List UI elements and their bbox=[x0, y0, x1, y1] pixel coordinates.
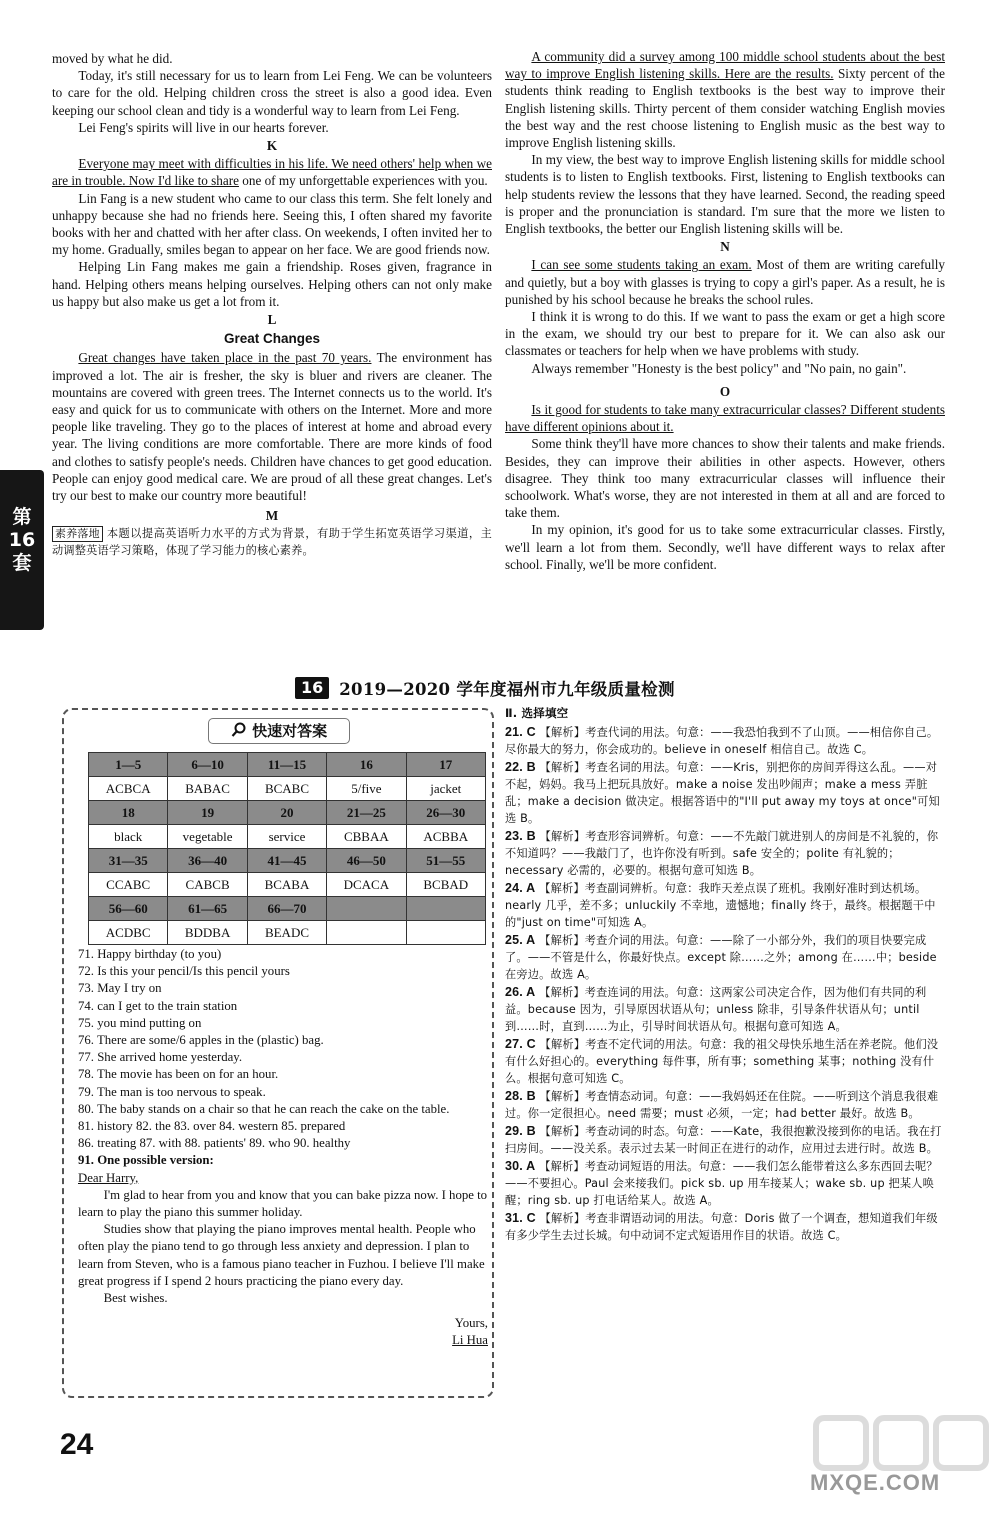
test-title: 2019—2020 学年度福州市九年级质量检测 bbox=[339, 680, 675, 699]
table-cell: 61—65 bbox=[168, 897, 247, 921]
answer-line: 78. The movie has been on for an hour. bbox=[78, 1067, 279, 1082]
table-cell: 21—25 bbox=[327, 801, 406, 825]
table-cell: 5/five bbox=[327, 777, 406, 801]
letter-signoff: Yours, bbox=[454, 1316, 488, 1331]
table-cell: 31—35 bbox=[89, 849, 168, 873]
answer-line: 73. May I try on bbox=[78, 981, 162, 996]
paragraph bbox=[505, 401, 945, 435]
answer-line: 79. The man is too nervous to speak. bbox=[78, 1084, 266, 1099]
explanation-item bbox=[505, 1036, 947, 1087]
question-answer: 27. C bbox=[505, 1037, 536, 1051]
table-cell: BCBAD bbox=[406, 873, 485, 897]
table-cell: ACBCA bbox=[89, 777, 168, 801]
test-number-badge: 16 bbox=[295, 677, 329, 699]
table-row bbox=[89, 825, 486, 849]
table-cell: CBBAA bbox=[327, 825, 406, 849]
paragraph: Today, it's still necessary for us to learn from Lei Feng. We can be volunteers to care for the old. Helping children cross the street is also a good idea. Even keeping our school clean and tidy is a wonderful way to learn from Lei Feng. bbox=[52, 68, 492, 118]
table-header-row bbox=[89, 753, 486, 777]
paragraph bbox=[52, 155, 492, 189]
paragraph bbox=[52, 349, 492, 504]
table-cell: ACBBA bbox=[406, 825, 485, 849]
watermark-text: MXQE.COM bbox=[810, 1470, 941, 1495]
question-answer: 31. C bbox=[505, 1211, 536, 1225]
answer-line: 76. There are some/6 apples in the (plastic) bag. bbox=[78, 1033, 324, 1048]
section-heading: Ⅱ. 选择填空 bbox=[505, 706, 569, 720]
explanation-item bbox=[505, 880, 947, 931]
table-cell bbox=[406, 897, 485, 921]
page-number: 24 bbox=[60, 1428, 94, 1461]
underlined-sentence: A community did a survey among 100 middle school students about the best way to improve English listening skills. Here are the results. bbox=[505, 49, 945, 82]
answer-line: 75. you mind putting on bbox=[78, 1015, 202, 1030]
explanation-text: 【解析】考查情态动词。句意：——我妈妈还在住院。——听到这个消息我很难过。你一定很担心。need 需要；must 必须，一定；had better 最好。故选 B。 bbox=[505, 1090, 939, 1120]
explanation-item bbox=[505, 1158, 947, 1209]
answer-line: 71. Happy birthday (to you) bbox=[78, 947, 222, 961]
answer-line: 86. treating 87. with 88. patients' 89. who 90. healthy bbox=[78, 1136, 351, 1151]
section-letter-l: L bbox=[267, 312, 277, 328]
answer-line: 72. Is this your pencil/Is this pencil yours bbox=[78, 964, 290, 979]
underlined-sentence: Everyone may meet with difficulties in his life. We need others' help when we are in trouble. Now I'd like to share bbox=[52, 156, 492, 189]
table-cell bbox=[327, 897, 406, 921]
answer-table bbox=[88, 752, 486, 945]
question-answer: 30. A bbox=[505, 1159, 536, 1173]
explanation-text: 【解析】考查介词的用法。句意：——除了一小部分外，我们的项目快要完成了。——不管是什么，你最好快点。except 除……之外；among 在……中；beside 在旁边。故选 A。 bbox=[505, 934, 937, 981]
table-cell: 36—40 bbox=[168, 849, 247, 873]
side-tab-char: 套 bbox=[12, 552, 32, 574]
side-tab-char: 第 bbox=[12, 506, 32, 528]
answer-line: 80. The baby stands on a chair so that he can reach the cake on the table. bbox=[78, 1101, 450, 1116]
paragraph: Lin Fang is a new student who came to our class this term. She felt lonely and unhappy because she had no friends here. Seeing this, I often shared my favorite books with her and chatted with her after class. On weekends, I often invited her to my home. Gradually, smiles began to appear on her face. We are good friends now. bbox=[52, 190, 492, 258]
paragraph: Some think they'll have more chances to show their talents and make friends. Besides, they can improve their abilities in other aspects. However, others disagree. They think too many extracurricular classes will influence their schoolwork. What's worse, they are not interested in them at all and are forced to take them. bbox=[505, 436, 945, 521]
table-cell: 11—15 bbox=[247, 753, 326, 777]
question-answer: 29. B bbox=[505, 1124, 536, 1138]
table-header-row bbox=[89, 897, 486, 921]
table-cell: 41—45 bbox=[247, 849, 326, 873]
table-cell: 51—55 bbox=[406, 849, 485, 873]
paragraph: In my view, the best way to improve English listening skills for middle school students is to listen to English textbooks. First, listening to English textbooks can help students review the lessons that they have learned. Second, the reading speed is proper and the pronunciation is standard. I'm sure that the more we listen to English textbooks, the better our English listening skills will be. bbox=[505, 152, 945, 237]
test-banner bbox=[295, 675, 675, 701]
explanation-text: 【解析】考查名词的用法。句意：——Kris，别把你的房间弄得这么乱。——对不起，妈妈。我马上把玩具放好。make a noise 发出吵闹声；make a mess 弄脏乱；make a decision 做决定。根据答语中的"I'll put away my toys at once"可知选 B。 bbox=[505, 761, 940, 825]
explanation-item bbox=[505, 984, 947, 1035]
answer-line: 81. history 82. the 83. over 84. western 85. prepared bbox=[78, 1119, 346, 1134]
explanation-text: 【解析】考查动词短语的用法。句意：——我们怎么能带着这么多东西回去呢？——不要担心。Paul 会来接我们。pick sb. up 用车接某人；wake sb. up 把某人唤醒；ring sb. up 打电话给某人。故选 A。 bbox=[505, 1160, 938, 1207]
section-letter-m: M bbox=[265, 508, 279, 524]
quick-answer-heading bbox=[208, 718, 350, 744]
table-cell: 6—10 bbox=[168, 753, 247, 777]
table-cell: CCABC bbox=[89, 873, 168, 897]
letter-paragraph: Studies show that playing the piano improves mental health. People who often play the piano tend to go through less anxiety and depression. I plan to learn from Steven, who is a famous piano teacher in Fuzhou. I believe I'll make great progress if I spend 2 hours practicing the piano every day. bbox=[78, 1222, 485, 1288]
quick-answer-title: 快速对答案 bbox=[252, 722, 328, 740]
written-answers bbox=[78, 946, 488, 1350]
explanation-text: 【解析】考查连词的用法。句意：这两家公司决定合作，因为他们有共同的利益。because 因为，引导原因状语从句；unless 除非，引导条件状语从句；until 到……时，直到……为止，引导时间状语从句。根据句意可知选 A。 bbox=[505, 986, 927, 1033]
table-cell: 46—50 bbox=[327, 849, 406, 873]
table-cell: 18 bbox=[89, 801, 168, 825]
table-header-row bbox=[89, 849, 486, 873]
table-row bbox=[89, 873, 486, 897]
section-letter-k: K bbox=[266, 138, 278, 154]
table-cell: service bbox=[247, 825, 326, 849]
table-cell: BDDBA bbox=[168, 921, 247, 945]
sentence: one of my unforgettable experiences with you. bbox=[238, 173, 488, 189]
question-answer: 26. A bbox=[505, 985, 536, 999]
explanation-item bbox=[505, 828, 947, 879]
explanation-text: 【解析】考查代词的用法。句意：——我恐怕我到不了山顶。——相信你自己。尽你最大的努力，你会成功的。believe in oneself 相信自己。故选 C。 bbox=[505, 726, 939, 756]
sentence: Sixty percent of the students think reading to English textbooks is the best way to improve their English listening skills. Thirty percent of them consider watching English movies the best way and the rest choose listening to English music as the best way to improve English listening skills. bbox=[505, 66, 945, 151]
paragraph bbox=[505, 256, 945, 308]
explanations bbox=[505, 705, 947, 1245]
explanation-text: 【解析】考查非谓语动词的用法。句意：Doris 做了一个调查，想知道我们年级有多少学生去过长城。句中动词不定式短语用作目的状语。故选 C。 bbox=[505, 1212, 938, 1242]
section-letter-o: O bbox=[719, 383, 731, 399]
question-answer: 21. C bbox=[505, 725, 536, 739]
explanation-item bbox=[505, 932, 947, 983]
underlined-sentence: Is it good for students to take many extracurricular classes? Different students have different opinions about it. bbox=[505, 402, 945, 435]
side-tab bbox=[0, 470, 44, 630]
paragraph bbox=[505, 48, 945, 151]
table-cell: BCABC bbox=[247, 777, 326, 801]
letter-closing: Best wishes. bbox=[103, 1291, 168, 1306]
explanation-text: 【解析】考查动词的时态。句意：——Kate，我很抱歉没接到你的电话。我在打扫房间。——没关系。表示过去某一时间正在进行的动作，应用过去进行时。故选 B。 bbox=[505, 1125, 942, 1155]
left-column bbox=[52, 50, 492, 559]
letter-signature: Li Hua bbox=[452, 1333, 488, 1348]
table-cell: BCABA bbox=[247, 873, 326, 897]
underlined-sentence: Great changes have taken place in the past 70 years. bbox=[78, 350, 372, 366]
letter-paragraph: I'm glad to hear from you and know that you can bake pizza now. I hope to learn to play the piano this summer holiday. bbox=[78, 1187, 488, 1220]
table-cell: 17 bbox=[406, 753, 485, 777]
explanation-item bbox=[505, 1123, 947, 1157]
table-row bbox=[89, 777, 486, 801]
explanation-text: 【解析】考查副词辨析。句意：我昨天差点误了班机。我刚好准时到达机场。nearly 几乎，差不多；unluckily 不幸地，遗憾地；finally 终于，最终。根据题干中的"just on time"可知选 A。 bbox=[505, 882, 936, 929]
table-cell: BABAC bbox=[168, 777, 247, 801]
sentence: Most of them are writing carefully and quietly, but a boy with glasses is trying to copy a girl's paper. As a result, he is punished by his school because he breaks the school rules. bbox=[505, 257, 946, 307]
table-cell: black bbox=[89, 825, 168, 849]
section-letter-n: N bbox=[720, 239, 730, 255]
answer-line: 74. can I get to the train station bbox=[78, 998, 238, 1013]
question-answer: 28. B bbox=[505, 1089, 536, 1103]
underlined-sentence: I can see some students taking an exam. bbox=[531, 257, 752, 273]
table-cell: jacket bbox=[406, 777, 485, 801]
answer-line: 77. She arrived home yesterday. bbox=[78, 1050, 243, 1065]
table-cell bbox=[327, 921, 406, 945]
side-tab-number: 16 bbox=[8, 529, 36, 551]
paragraph: In my opinion, it's good for us to take some extracurricular classes. Firstly, we'll learn a lot from them. Secondly, we'll have different ways to relax after school. Finally, we'll be more confident. bbox=[505, 522, 945, 572]
table-cell: 56—60 bbox=[89, 897, 168, 921]
paragraph: Lei Feng's spirits will live in our hearts forever. bbox=[78, 119, 329, 135]
table-cell bbox=[406, 921, 485, 945]
answer-line: 91. One possible version: bbox=[78, 1153, 214, 1168]
essay-title: Great Changes bbox=[223, 331, 321, 347]
table-cell: 66—70 bbox=[247, 897, 326, 921]
right-column bbox=[505, 48, 945, 573]
table-cell: 16 bbox=[327, 753, 406, 777]
paragraph: Always remember "Honesty is the best policy" and "No pain, no gain". bbox=[531, 360, 907, 376]
paragraph: moved by what he did. bbox=[52, 51, 173, 66]
table-cell: 19 bbox=[168, 801, 247, 825]
explanation-item bbox=[505, 759, 947, 827]
table-cell: 26—30 bbox=[406, 801, 485, 825]
table-row bbox=[89, 921, 486, 945]
table-cell: DCACA bbox=[327, 873, 406, 897]
paragraph: Helping Lin Fang makes me gain a friendship. Roses given, fragrance in hand. Helping others means helping ourselves. Helping others can not only make us happy but also make us get a lot from it. bbox=[52, 259, 492, 309]
question-answer: 23. B bbox=[505, 829, 536, 843]
explanation-text: 【解析】考查不定代词的用法。句意：我的祖父母快乐地生活在养老院。他们没有什么好担心的。everything 每件事，所有事；something 某事；nothing 没有什么。根据句意可知选 C。 bbox=[505, 1038, 939, 1085]
explanation-item bbox=[505, 724, 947, 758]
sentence: The environment has improved a lot. The air is fresher, the sky is bluer and rivers are cleaner. The mountains are covered with green trees. The Internet connects us to the world. It's easy and quick for us to communicate with others on the Internet. More and more people like traveling. They go to the places of interest at home and abroad every year. The living conditions are more comfortable. There are more kinds of food and clothes to satisfy people's needs. Children have chances to get good education. People can enjoy good medical care. We are proud of all these great changes. Let's try our best to make our country more beautiful! bbox=[52, 350, 493, 504]
table-cell: BEADC bbox=[247, 921, 326, 945]
paragraph: I think it is wrong to do this. If we want to pass the exam or get a high score in the exam, we should try our best to prepare for it. We can also ask our classmates or teachers for help when we have problems with study. bbox=[505, 309, 945, 359]
search-icon bbox=[231, 722, 252, 740]
table-cell: CABCB bbox=[168, 873, 247, 897]
table-header-row bbox=[89, 801, 486, 825]
question-answer: 25. A bbox=[505, 933, 536, 947]
explanation-item bbox=[505, 1210, 947, 1244]
table-cell: 1—5 bbox=[89, 753, 168, 777]
question-answer: 24. A bbox=[505, 881, 536, 895]
tip-paragraph bbox=[52, 525, 492, 559]
tip-text: 本题以提高英语听力水平的方式为背景，有助于学生拓宽英语学习渠道，主动调整英语学习策略，体现了学习能力的核心素养。 bbox=[52, 527, 492, 558]
table-cell: vegetable bbox=[168, 825, 247, 849]
table-cell: 20 bbox=[247, 801, 326, 825]
tip-label: 素养落地 bbox=[52, 526, 103, 542]
question-answer: 22. B bbox=[505, 760, 536, 774]
explanation-item bbox=[505, 1088, 947, 1122]
table-cell: ACDBC bbox=[89, 921, 168, 945]
letter-greeting: Dear Harry, bbox=[78, 1170, 139, 1185]
explanation-text: 【解析】考查形容词辨析。句意：——不先敲门就进别人的房间是不礼貌的，你不知道吗？——我敲门了，也许你没有听到。safe 安全的；polite 有礼貌的；necessary 必需的，必要的。根据句意可知选 B。 bbox=[505, 830, 939, 877]
